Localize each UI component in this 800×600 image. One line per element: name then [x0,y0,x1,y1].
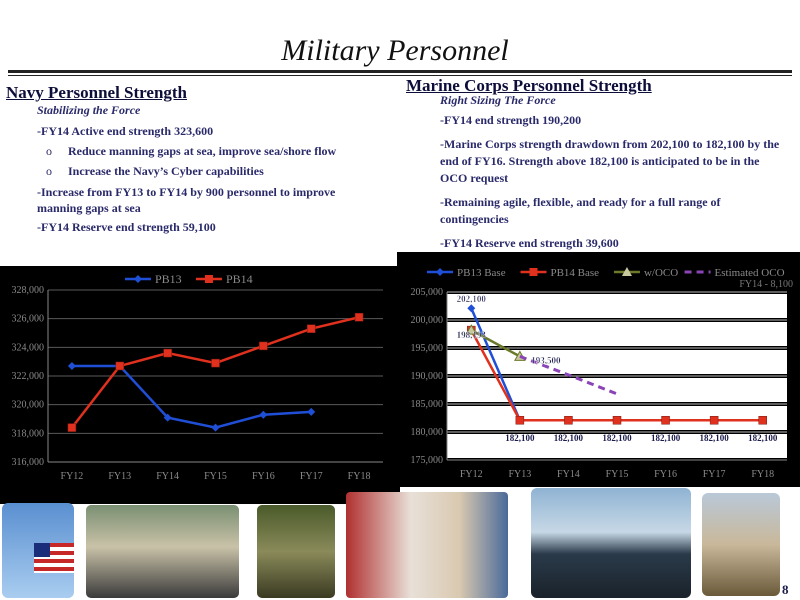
y-tick-label: 175,000 [410,455,443,466]
flag-canton [34,543,50,557]
data-label: 182,100 [650,433,681,444]
marine-line: end of FY16. Strength above 182,100 is anticipated to be in the [440,154,760,168]
navy-strength-chart [0,266,400,504]
legend-label: PB13 Base [457,267,506,279]
navy-heading: Navy Personnel Strength [6,83,188,102]
marine-heading: Marine Corps Personnel Strength [406,76,652,95]
y-tick-label: 195,000 [410,343,443,354]
y-tick-label: 200,000 [410,315,443,326]
photo-boat-crew [531,488,691,598]
x-tick-label: FY17 [702,469,726,480]
y-tick-label: 324,000 [11,342,44,354]
grid-band [447,294,787,318]
photo-soldier [257,505,335,598]
navy-bullet: o Reduce manning gaps at sea, improve sea/shore flow [68,143,336,160]
x-tick-label: FY17 [299,471,323,482]
x-tick-label: FY15 [204,471,227,482]
title-divider [8,70,792,73]
data-label: 182,100 [699,433,729,444]
navy-line: manning gaps at sea [37,201,141,215]
navy-bullet: o Increase the Navy’s Cyber capabilities [68,163,264,180]
legend-marker [436,268,444,276]
navy-line: -Increase from FY13 to FY14 by 900 personnel to improve [37,185,336,199]
data-label: 202,100 [456,294,486,305]
x-tick-label: FY15 [605,469,629,480]
legend-label: PB14 Base [550,267,600,279]
y-tick-label: 322,000 [11,371,44,382]
photo-event-booth [346,492,508,598]
data-point [662,416,670,424]
y-tick-label: 316,000 [11,457,44,468]
title-divider-thin [8,75,792,76]
navy-subheading: Stabilizing the Force [37,103,141,117]
data-point [516,416,524,424]
marine-line: OCO request [440,171,509,185]
marine-line: -Remaining agile, flexible, and ready for a full range of [440,195,721,209]
x-tick-label: FY12 [60,471,84,482]
data-point [307,325,315,333]
x-tick-label: FY13 [508,469,532,480]
data-point [355,313,363,321]
data-label: 182,100 [748,433,778,444]
x-tick-label: FY18 [347,471,371,482]
data-point [164,349,172,357]
data-label: 182,100 [553,433,584,444]
data-point [564,416,572,424]
marine-subheading: Right Sizing The Force [440,93,556,107]
page-title: Military Personnel [281,34,509,67]
data-point [116,362,124,370]
data-point [759,416,767,424]
data-label: 182,100 [602,433,632,444]
photo-parachutist [2,503,74,598]
page-number: 8 [782,582,789,597]
legend-marker [205,275,213,283]
y-tick-label: 328,000 [11,285,44,296]
x-tick-label: FY14 [156,471,180,482]
data-point [259,342,267,350]
y-tick-label: 205,000 [410,287,443,298]
legend-label: Estimated OCO [714,267,785,279]
x-tick-label: FY16 [654,469,677,480]
x-tick-label: FY18 [751,469,775,480]
marine-line: -FY14 end strength 190,200 [440,113,582,127]
data-point [613,416,621,424]
x-tick-label: FY16 [251,471,275,482]
marine-line: -Marine Corps strength drawdown from 202,100 to 182,100 by the [440,137,780,151]
legend-label: PB13 [155,272,182,286]
marine-strength-chart [397,252,800,487]
x-tick-label: FY12 [459,469,483,480]
y-tick-label: 318,000 [11,428,44,440]
y-tick-label: 326,000 [11,313,44,325]
data-label: 193,500 [531,355,561,366]
navy-line: -FY14 Reserve end strength 59,100 [37,220,216,234]
navy-chart-svg [0,266,400,504]
y-tick-label: 180,000 [410,427,443,438]
data-point [710,416,718,424]
grid-band [447,322,787,346]
y-tick-label: 190,000 [410,371,443,382]
y-tick-label: 320,000 [11,399,44,411]
photo-construction [702,493,780,596]
legend-marker [134,275,142,283]
legend-label: w/OCO [643,267,679,279]
x-tick-label: FY14 [557,469,580,480]
photo-community-event [86,505,239,598]
marine-line: -FY14 Reserve end strength 39,600 [440,236,619,250]
data-point [68,424,76,432]
annotation-label: FY14 - 8,100 [739,279,793,290]
legend-marker [529,268,537,276]
data-point [212,359,220,367]
x-tick-label: FY13 [108,471,132,482]
marine-chart-svg [397,252,800,487]
data-label: 198,193 [456,330,486,341]
y-tick-label: 185,000 [410,399,443,410]
legend-label: PB14 [225,272,253,286]
navy-line: -FY14 Active end strength 323,600 [37,124,214,138]
marine-line: contingencies [440,212,509,226]
data-label: 182,100 [505,433,535,444]
